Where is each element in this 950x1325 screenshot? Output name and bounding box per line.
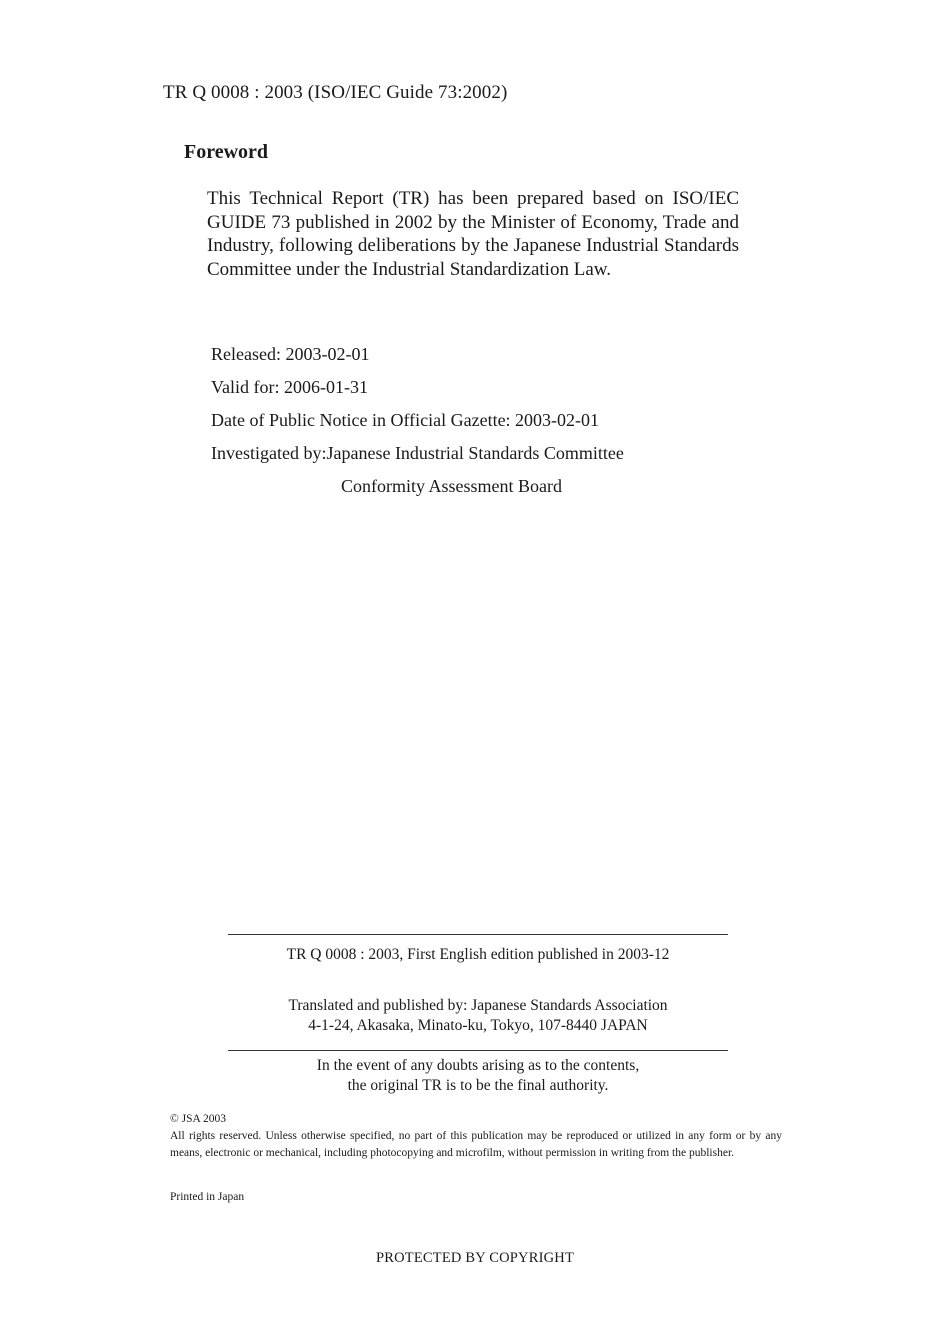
released-date: Released: 2003-02-01 [211,344,370,364]
foreword-paragraph: This Technical Report (TR) has been prepared based on ISO/IEC GUIDE 73 published in 2002 by the Minister of Economy, Trade and Industry, following deliberations by the Japanese Industrial Standards Committee under the Industrial Standardization Law. [207,188,739,280]
public-notice-date: Date of Public Notice in Official Gazette: 2003-02-01 [211,410,600,430]
valid-for-date: Valid for: 2006-01-31 [211,377,368,397]
protected-by-copyright: PROTECTED BY COPYRIGHT [375,1250,574,1266]
authority-notice [228,1056,728,1096]
divider-bottom [228,1050,728,1051]
copyright-notice: © JSA 2003 [170,1113,227,1125]
doubts-line-1: In the event of any doubts arising as to the contents, [316,1057,640,1074]
doubts-line-2: the original TR is to be the final authority. [347,1077,609,1094]
divider-top [228,934,728,935]
edition-line: TR Q 0008 : 2003, First English edition published in 2003-12 [286,946,670,963]
investigated-board: Conformity Assessment Board [341,476,562,496]
publisher-address: 4-1-24, Akasaka, Minato-ku, Tokyo, 107-8440 JAPAN [308,1017,648,1034]
section-heading-foreword: Foreword [184,141,269,163]
translated-by: Translated and published by: Japanese Standards Association [288,997,668,1014]
publisher-block [228,996,728,1036]
printed-in: Printed in Japan [170,1191,245,1203]
investigated-by: Investigated by:Japanese Industrial Standards Committee [211,443,624,463]
document-header: TR Q 0008 : 2003 (ISO/IEC Guide 73:2002) [163,82,508,103]
rights-statement: All rights reserved. Unless otherwise specified, no part of this publication may be reproduced or utilized in any form or by any means, electronic or mechanical, including photocopying and microfilm, without permission in writing from the publisher. [170,1130,782,1159]
